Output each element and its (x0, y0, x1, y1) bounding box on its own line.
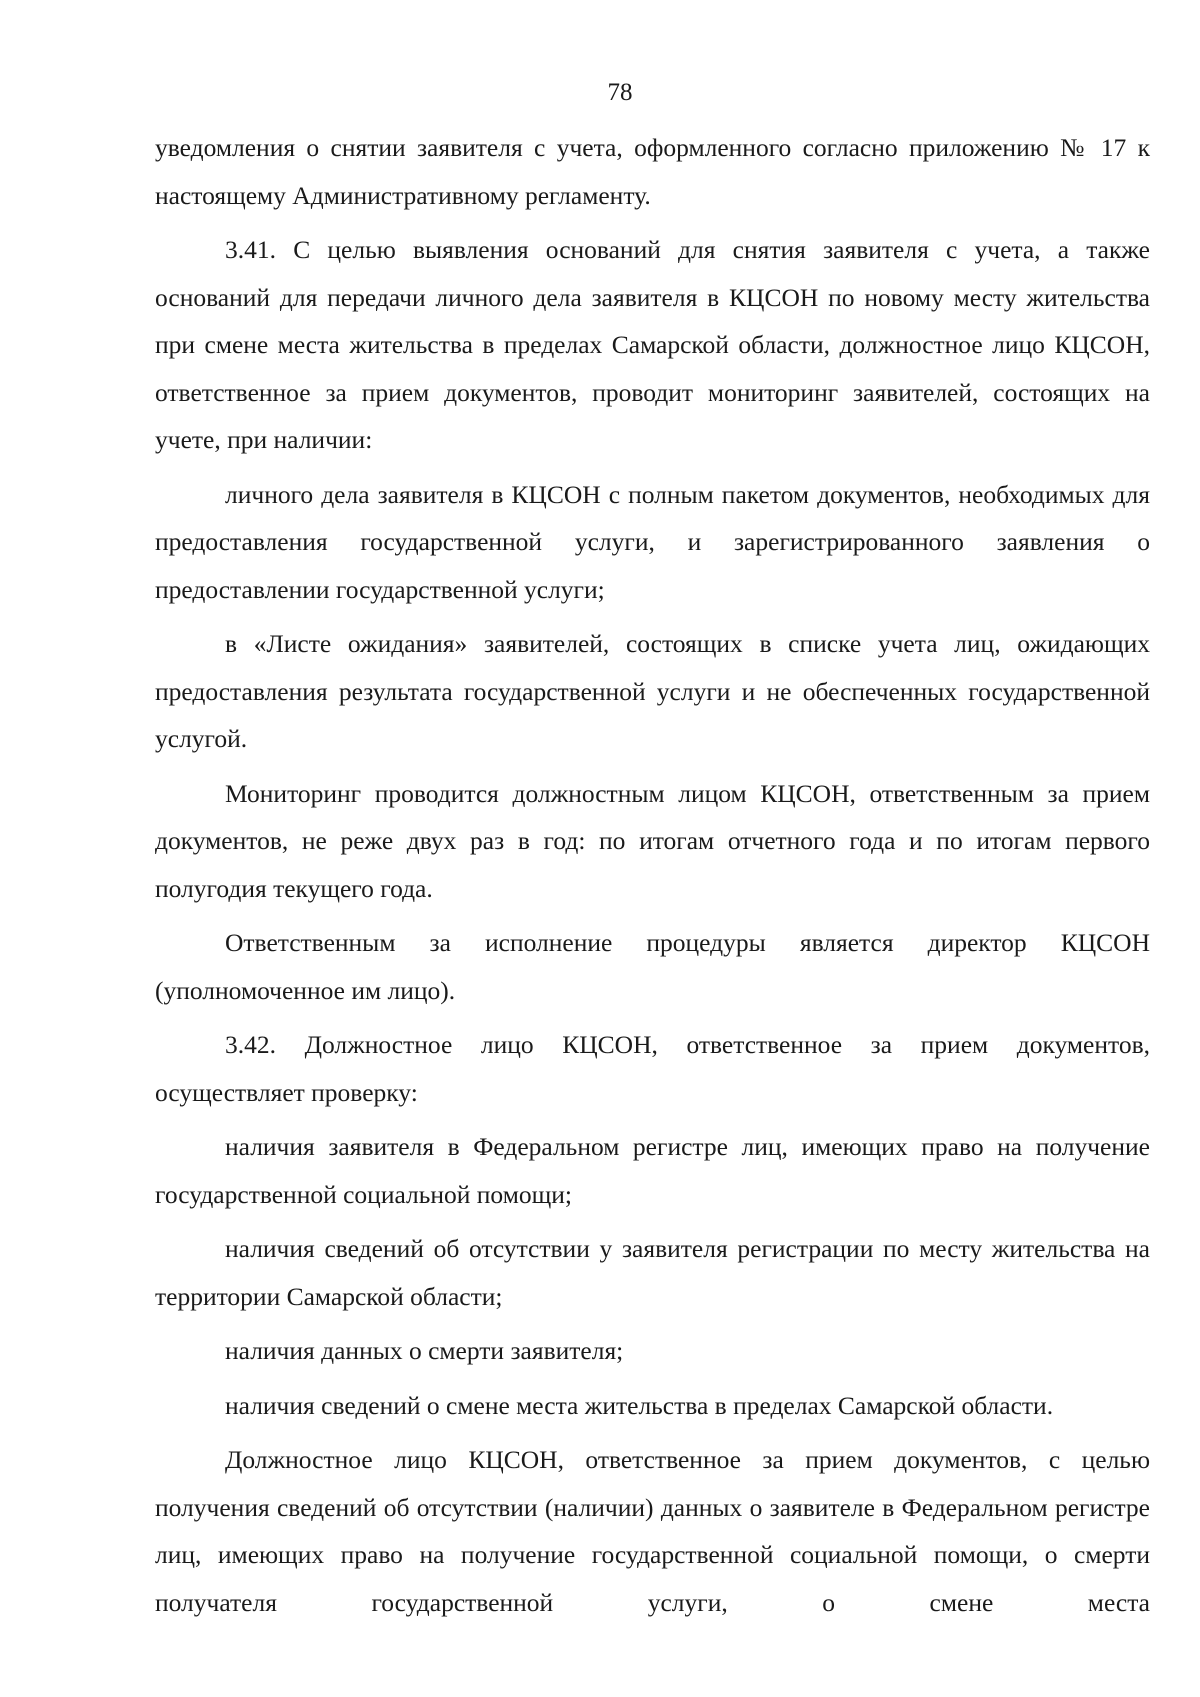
paragraph-waiting-list: в «Листе ожидания» заявителей, состоящих в списке учета лиц, ожидающих предоставления результата государственной услуги и не обеспеченных государственной услугой. (155, 629, 1150, 753)
paragraph-continuation: уведомления о снятии заявителя с учета, оформленного согласно приложению № 17 к настоящему Административному регламенту. (155, 133, 1150, 210)
paragraph-3-42: 3.42. Должностное лицо КЦСОН, ответственное за прием документов, осуществляет проверку: (155, 1030, 1150, 1107)
document-body (155, 124, 1150, 1626)
paragraph-official-request: Должностное лицо КЦСОН, ответственное за прием документов, с целью получения сведений об отсутствии (наличии) данных о заявителе в Федеральном регистре лиц, имеющих право на получение государственной социальной помощи, о смерти получателя государственной услуги, о смене места (155, 1445, 1150, 1617)
paragraph-3-41: 3.41. С целью выявления оснований для снятия заявителя с учета, а также оснований для передачи личного дела заявителя в КЦСОН по новому месту жительства при смене места жительства в пределах Самарской области, должностное лицо КЦСОН, ответственное за прием документов, проводит мониторинг заявителей, состоящих на учете, при наличии: (155, 235, 1150, 454)
paragraph-personal-file: личного дела заявителя в КЦСОН с полным пакетом документов, необходимых для предоставления государственной услуги, и зарегистрированного заявления о предоставлении государственной услуги; (155, 479, 1150, 604)
paragraph-residence-change: наличия сведений о смене места жительства в пределах Самарской области. (225, 1390, 1054, 1420)
paragraph-monitoring: Мониторинг проводится должностным лицом КЦСОН, ответственным за прием документов, не реже двух раз в год: по итогам отчетного года и по итогам первого полугодия текущего года. (155, 778, 1150, 903)
paragraph-responsible: Ответственным за исполнение процедуры является директор КЦСОН (уполномоченное им лицо). (155, 928, 1150, 1005)
paragraph-death-data: наличия данных о смерти заявителя; (225, 1336, 624, 1365)
paragraph-federal-register: наличия заявителя в Федеральном регистре лиц, имеющих право на получение государственной социальной помощи; (155, 1132, 1150, 1209)
page-number: 78 (607, 79, 633, 106)
paragraph-registration: наличия сведений об отсутствии у заявителя регистрации по месту жительства на территории Самарской области; (155, 1234, 1150, 1311)
